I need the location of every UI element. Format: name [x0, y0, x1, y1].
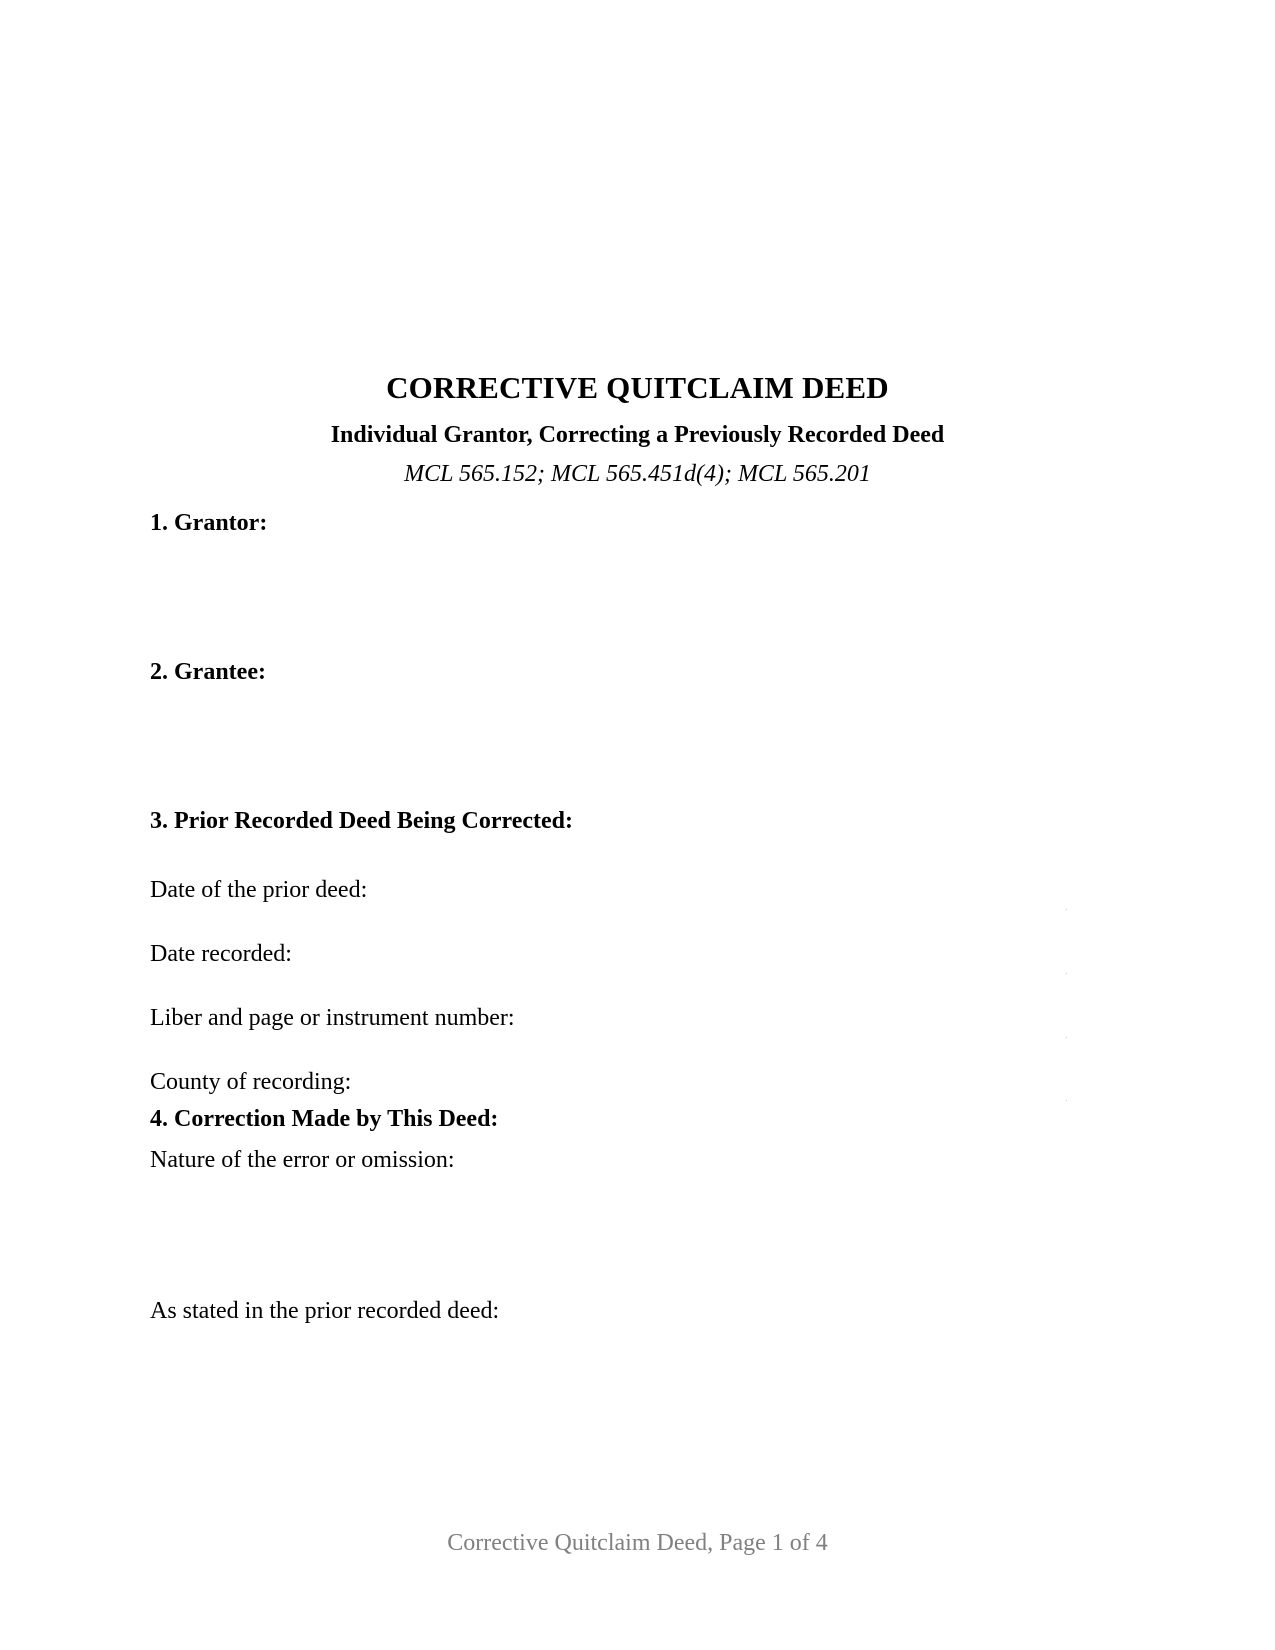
document-subtitle: Individual Grantor, Correcting a Previously Recorded Deed	[330, 422, 945, 448]
county-field-marker	[1066, 1100, 1067, 1101]
date-recorded-label: Date recorded:	[150, 941, 292, 967]
county-of-recording-label: County of recording:	[150, 1069, 352, 1095]
correction-heading: 4. Correction Made by This Deed:	[150, 1106, 499, 1132]
as-stated-in-prior-deed-label: As stated in the prior recorded deed:	[150, 1298, 500, 1324]
statute-citation: MCL 565.152; MCL 565.451d(4); MCL 565.201	[404, 461, 871, 487]
date-recorded-field-marker	[1066, 973, 1067, 974]
grantor-heading: 1. Grantor:	[150, 510, 268, 536]
date-of-prior-deed-field-marker	[1066, 909, 1067, 910]
liber-page-field-marker	[1066, 1037, 1067, 1038]
liber-page-label: Liber and page or instrument number:	[150, 1005, 515, 1031]
document-title: CORRECTIVE QUITCLAIM DEED	[386, 370, 889, 405]
nature-of-error-label: Nature of the error or omission:	[150, 1147, 455, 1173]
prior-deed-heading: 3. Prior Recorded Deed Being Corrected:	[150, 808, 573, 834]
grantee-heading: 2. Grantee:	[150, 659, 266, 685]
date-of-prior-deed-label: Date of the prior deed:	[150, 877, 368, 903]
page-footer: Corrective Quitclaim Deed, Page 1 of 4	[447, 1530, 828, 1556]
